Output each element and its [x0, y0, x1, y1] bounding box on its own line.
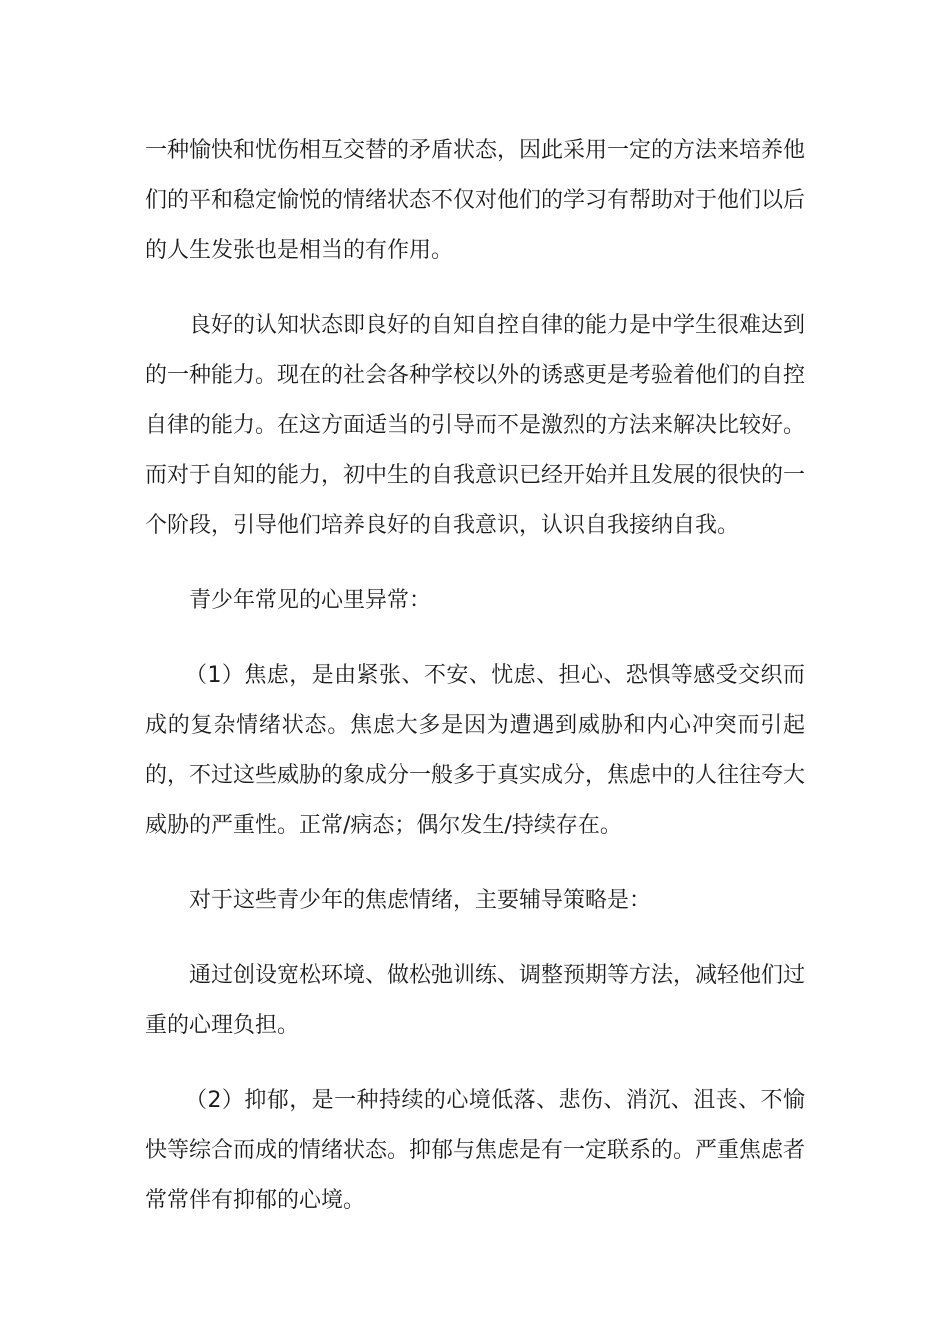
- paragraph-cognitive-state: 良好的认知状态即良好的自知自控自律的能力是中学生很难达到的一种能力。现在的社会各种学校以外的诱惑更是考验着他们的自控自律的能力。在这方面适当的引导而不是激烈的方法来解决比较好。而对于自知的能力，初中生的自我意识已经开始并且发展的很快的一个阶段，引导他们培养良好的自我意识，认识自我接纳自我。: [145, 313, 806, 538]
- paragraph-heading-abnormalities: 青少年常见的心里异常：: [189, 588, 432, 613]
- paragraph-continuation: 一种愉快和忧伤相互交替的矛盾状态，因此采用一定的方法来培养他们的平和稳定愉悦的情绪状态不仅对他们的学习有帮助对于他们以后的人生发张也是相当的有作用。: [145, 138, 806, 263]
- paragraph-anxiety: （1）焦虑，是由紧张、不安、忧虑、担心、恐惧等感受交织而成的复杂情绪状态。焦虑大多是因为遭遇到威胁和内心冲突而引起的，不过这些威胁的象成分一般多于真实成分，焦虑中的人往往夸大威胁的严重性。正常/病态；偶尔发生/持续存在。: [145, 663, 806, 838]
- paragraph-strategy: 通过创设宽松环境、做松弛训练、调整预期等方法，减轻他们过重的心理负担。: [145, 963, 806, 1038]
- paragraph-depression: （2）抑郁，是一种持续的心境低落、悲伤、消沉、沮丧、不愉快等综合而成的情绪状态。抑郁与焦虑是有一定联系的。严重焦虑者常常伴有抑郁的心境。: [145, 1088, 806, 1213]
- document-body: [145, 126, 805, 1251]
- paragraph-strategy-intro: 对于这些青少年的焦虑情绪，主要辅导策略是：: [189, 888, 652, 913]
